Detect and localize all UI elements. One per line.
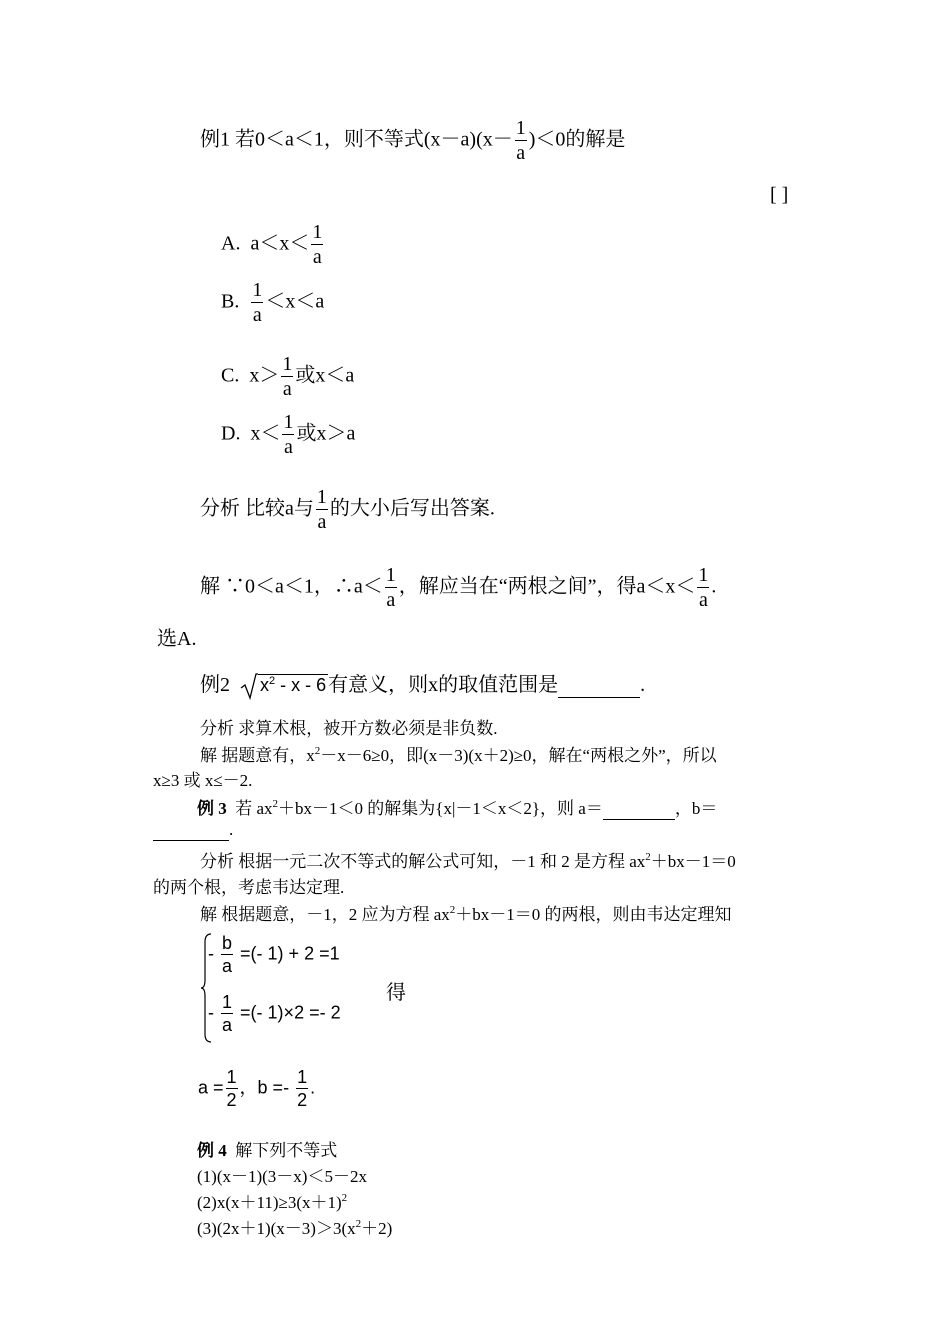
option-b-label: B. xyxy=(221,290,240,313)
option-b xyxy=(221,280,324,326)
result-b-fraction xyxy=(296,1068,308,1110)
option-c-tail: 或x＜a xyxy=(295,364,355,387)
ex1-solution-fraction-1 xyxy=(385,565,397,611)
radicand-x: x xyxy=(260,675,269,695)
option-c-text: x＞ xyxy=(249,364,280,387)
ex2-solution-text-a: 解 据题意有，x xyxy=(200,746,315,765)
sqrt-expression xyxy=(240,672,328,700)
ex3-label: 例 3 xyxy=(197,799,227,818)
result-a-text: a = xyxy=(198,1077,224,1098)
option-a-text: a＜x＜ xyxy=(250,232,310,255)
fraction-denominator: a xyxy=(282,378,292,400)
option-b-fraction xyxy=(251,280,263,326)
ex2-question-tail: 有意义，则x的取值范围是 xyxy=(328,674,559,696)
ex4-label: 例 4 xyxy=(197,1141,227,1160)
ex1-choice: 选A. xyxy=(157,628,197,650)
fraction-denominator: a xyxy=(386,589,396,611)
ex4-item-2 xyxy=(197,1188,347,1213)
ex1-solution-fraction-2 xyxy=(697,565,709,611)
fraction-denominator: a xyxy=(698,589,708,611)
ex1-solution-middle: ，解应当在“两根之间”，得a＜x＜ xyxy=(398,575,696,598)
ex3-solution xyxy=(200,900,732,925)
equation-1-fraction xyxy=(221,934,233,976)
option-d-text: x＜ xyxy=(250,422,281,445)
answer-blank-b[interactable] xyxy=(153,820,229,841)
equation-minus-sign: - xyxy=(208,943,214,964)
ex3-text-c: ，b＝ xyxy=(674,799,718,818)
de-word: 得 xyxy=(386,982,406,1004)
radical-sign-icon xyxy=(240,672,258,700)
ex1-analysis xyxy=(200,487,495,533)
fraction-numerator: b xyxy=(222,933,233,953)
option-d-label: D. xyxy=(221,422,241,445)
ex3-analysis-line1 xyxy=(200,847,736,872)
ex3-analysis-text-a: 分析 根据一元二次不等式的解公式可知，－1 和 2 是方程 ax xyxy=(200,852,646,871)
ex4-item-1: (1)(x－1)(3－x)＜5－2x xyxy=(197,1167,367,1186)
option-a-label: A. xyxy=(221,232,241,255)
exponent: 2 xyxy=(272,798,279,810)
exponent: 2 xyxy=(449,904,456,916)
ex3-analysis-text-b: ＋bx－1＝0 xyxy=(650,852,736,871)
fraction-denominator: 2 xyxy=(226,1089,237,1110)
ex4-title xyxy=(197,1136,337,1161)
fraction-numerator: 1 xyxy=(515,117,526,139)
ex1-analysis-fraction xyxy=(316,487,328,533)
ex3-text-a: 若 ax xyxy=(235,799,273,818)
option-d-tail: 或x＞a xyxy=(296,422,356,445)
ex2-solution-line2: x≥3 或 x≤－2. xyxy=(153,771,253,790)
result-a-fraction xyxy=(226,1068,238,1110)
ex1-solution-lead: 解 ∵0＜a＜1，∴a＜ xyxy=(200,575,383,598)
exponent: 2 xyxy=(314,745,321,757)
exponent: 2 xyxy=(341,1192,348,1204)
ex3-solution-text-a: 解 根据题意，－1，2 应为方程 ax xyxy=(200,905,450,924)
fraction-numerator: 1 xyxy=(222,992,233,1012)
option-a xyxy=(221,222,325,268)
fraction-numerator: 1 xyxy=(698,564,709,586)
ex1-analysis-tail: 的大小后写出答案. xyxy=(329,497,495,520)
option-a-fraction xyxy=(311,222,323,268)
ex2-label: 例2 xyxy=(200,674,230,696)
ex2-question-end: . xyxy=(640,674,646,696)
ex1-solution-end: . xyxy=(711,575,717,598)
ex3-question-end: . xyxy=(229,820,234,839)
ex3-result xyxy=(198,1068,315,1110)
option-b-text: ＜x＜a xyxy=(265,290,325,313)
fraction-denominator: a xyxy=(312,246,322,268)
fraction-numerator: 1 xyxy=(312,221,323,243)
fraction-denominator: a xyxy=(284,436,293,458)
ex2-question xyxy=(200,668,645,700)
fraction-numerator: 1 xyxy=(252,279,263,301)
equation-minus-sign: - xyxy=(208,1002,214,1023)
exponent: 2 xyxy=(355,1218,362,1230)
ex3-analysis-line2: 的两个根，考虑韦达定理. xyxy=(153,878,345,897)
ex1-analysis-lead: 分析 比较a与 xyxy=(200,497,314,520)
ex1-question-fraction xyxy=(515,118,527,164)
radicand-exponent: 2 xyxy=(269,675,276,687)
equation-2 xyxy=(208,993,341,1035)
ex2-solution-text-b: －x－6≥0，即(x－3)(x＋2)≥0，解在“两根之外”，所以 xyxy=(320,746,717,765)
fraction-numerator: 1 xyxy=(316,486,327,508)
ex3-question xyxy=(197,794,717,820)
result-end: . xyxy=(310,1077,316,1098)
fraction-numerator: 1 xyxy=(385,564,396,586)
option-d-fraction xyxy=(282,412,294,458)
ex4-item-3-text-b: ＋2) xyxy=(361,1219,393,1238)
ex3-question-line2 xyxy=(153,820,233,841)
ex4-item-2-text: (2)x(x＋11)≥3(x＋1) xyxy=(197,1193,342,1212)
ex1-question-lead: 例1 若0＜a＜1，则不等式(x－a)(x－ xyxy=(200,128,513,151)
ex4-item-3 xyxy=(197,1214,392,1239)
ex2-analysis: 分析 求算术根，被开方数必须是非负数. xyxy=(200,719,498,738)
equation-1-rhs: =(- 1) + 2 =1 xyxy=(240,943,340,964)
fraction-denominator: 2 xyxy=(297,1089,308,1110)
fraction-denominator: a xyxy=(222,1014,233,1035)
option-c-label: C. xyxy=(221,364,240,387)
answer-bracket: [ ] xyxy=(770,184,789,206)
equation-2-rhs: =(- 1)×2 =- 2 xyxy=(240,1002,341,1023)
fraction-denominator: a xyxy=(516,142,526,164)
fraction-denominator: a xyxy=(252,304,262,326)
ex1-question-tail: )＜0的解是 xyxy=(528,128,626,151)
answer-blank-a[interactable] xyxy=(603,799,675,820)
fraction-denominator: a xyxy=(317,511,327,533)
ex2-solution-line1 xyxy=(200,741,717,766)
result-b-text: ，b =- xyxy=(239,1077,290,1098)
option-d xyxy=(221,412,355,458)
ex4-title-text: 解下列不等式 xyxy=(235,1141,338,1160)
equation-1 xyxy=(208,934,340,976)
option-c xyxy=(221,354,354,400)
fraction-numerator: 1 xyxy=(283,411,294,433)
ex3-text-b: ＋bx－1＜0 的解集为{x|－1＜x＜2}，则 a＝ xyxy=(278,799,603,818)
equation-2-fraction xyxy=(221,993,233,1035)
radicand xyxy=(258,674,328,695)
radicand-rest: - x - 6 xyxy=(275,675,327,695)
fraction-denominator: a xyxy=(222,955,233,976)
ex1-question xyxy=(200,118,625,164)
exponent: 2 xyxy=(645,851,651,863)
fraction-numerator: 1 xyxy=(282,353,293,375)
option-c-fraction xyxy=(281,354,293,400)
fraction-numerator: 1 xyxy=(297,1067,308,1087)
fraction-numerator: 1 xyxy=(226,1067,237,1087)
answer-blank[interactable] xyxy=(558,674,640,698)
ex4-item-3-text-a: (3)(2x＋1)(x－3)＞3(x xyxy=(197,1219,356,1238)
ex3-solution-text-b: ＋bx－1＝0 的两根，则由韦达定理知 xyxy=(455,905,732,924)
ex1-solution xyxy=(200,565,716,611)
